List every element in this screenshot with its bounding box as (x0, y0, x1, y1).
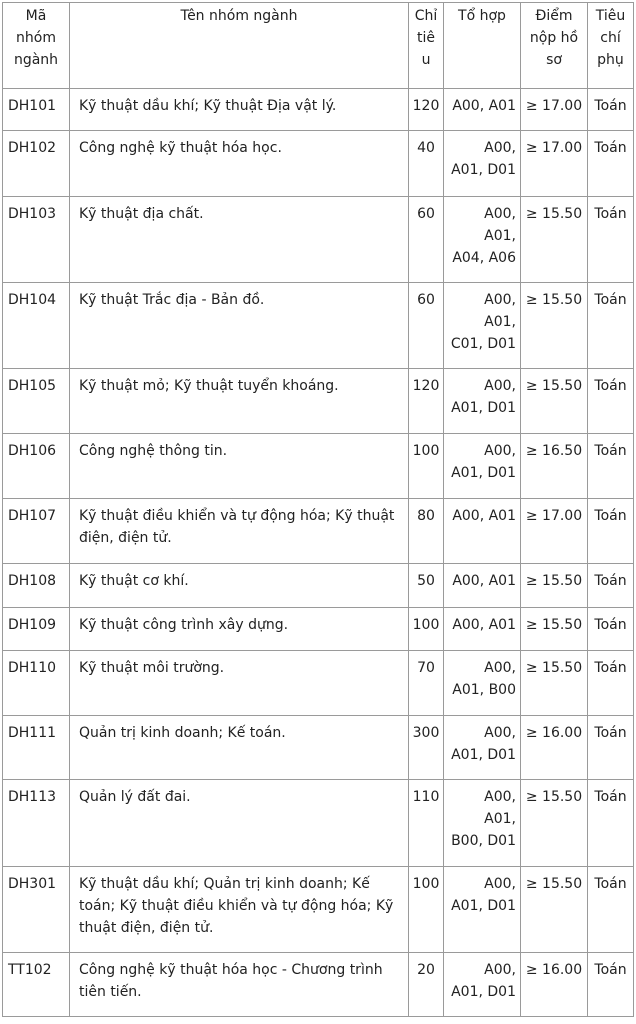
cell-code: DH102 (3, 131, 70, 197)
cell-quota: 20 (409, 953, 444, 1017)
cell-name: Công nghệ thông tin. (70, 434, 409, 499)
cell-combo: A00, A01, D01 (444, 867, 521, 953)
cell-quota: 60 (409, 197, 444, 283)
cell-combo: A00, A01, D01 (444, 369, 521, 434)
cell-quota: 120 (409, 369, 444, 434)
cell-code: DH111 (3, 716, 70, 780)
cell-quota: 100 (409, 608, 444, 651)
cell-name: Quản lý đất đai. (70, 780, 409, 867)
cell-score: ≥ 15.50 (521, 608, 588, 651)
cell-code: DH108 (3, 564, 70, 608)
cell-sub: Toán (588, 608, 634, 651)
cell-code: DH104 (3, 283, 70, 369)
table-row (3, 867, 634, 953)
header-combo: Tổ hợp (444, 3, 521, 89)
cell-code: DH113 (3, 780, 70, 867)
cell-sub: Toán (588, 499, 634, 564)
cell-score: ≥ 15.50 (521, 283, 588, 369)
cell-score: ≥ 15.50 (521, 369, 588, 434)
cell-score: ≥ 15.50 (521, 867, 588, 953)
cell-score: ≥ 15.50 (521, 651, 588, 716)
cell-quota: 40 (409, 131, 444, 197)
cell-name: Kỹ thuật dầu khí; Quản trị kinh doanh; Kế toán; Kỹ thuật điều khiển và tự động hóa; Kỹ thuật điện, điện tử. (70, 867, 409, 953)
cell-combo: A00, A01, D01 (444, 716, 521, 780)
table-row (3, 499, 634, 564)
cell-name: Kỹ thuật dầu khí; Kỹ thuật Địa vật lý. (70, 89, 409, 131)
cell-score: ≥ 16.00 (521, 953, 588, 1017)
cell-code: DH110 (3, 651, 70, 716)
cell-combo: A00, A01, B00 (444, 651, 521, 716)
cell-combo: A00, A01, D01 (444, 434, 521, 499)
cell-code: DH103 (3, 197, 70, 283)
cell-name: Kỹ thuật công trình xây dựng. (70, 608, 409, 651)
table-row (3, 131, 634, 197)
table-row (3, 953, 634, 1017)
cell-score: ≥ 16.50 (521, 434, 588, 499)
cell-sub: Toán (588, 780, 634, 867)
cell-combo: A00, A01 (444, 89, 521, 131)
cell-score: ≥ 17.00 (521, 89, 588, 131)
cell-quota: 60 (409, 283, 444, 369)
cell-sub: Toán (588, 131, 634, 197)
cell-name: Kỹ thuật mỏ; Kỹ thuật tuyển khoáng. (70, 369, 409, 434)
cell-score: ≥ 15.50 (521, 197, 588, 283)
table-row (3, 780, 634, 867)
cell-sub: Toán (588, 716, 634, 780)
cell-name: Công nghệ kỹ thuật hóa học. (70, 131, 409, 197)
cell-sub: Toán (588, 197, 634, 283)
cell-quota: 80 (409, 499, 444, 564)
cell-code: DH105 (3, 369, 70, 434)
table-row (3, 89, 634, 131)
cell-quota: 50 (409, 564, 444, 608)
admission-table (2, 2, 634, 1017)
cell-score: ≥ 16.00 (521, 716, 588, 780)
cell-code: DH301 (3, 867, 70, 953)
cell-name: Kỹ thuật cơ khí. (70, 564, 409, 608)
header-code: Mã nhóm ngành (3, 3, 70, 89)
header-quota: Chỉ tiêu (409, 3, 444, 89)
cell-combo: A00, A01, D01 (444, 131, 521, 197)
cell-quota: 300 (409, 716, 444, 780)
table-row (3, 434, 634, 499)
cell-code: DH106 (3, 434, 70, 499)
cell-name: Kỹ thuật môi trường. (70, 651, 409, 716)
table-row (3, 651, 634, 716)
table-row (3, 369, 634, 434)
cell-sub: Toán (588, 564, 634, 608)
cell-score: ≥ 15.50 (521, 780, 588, 867)
cell-quota: 100 (409, 867, 444, 953)
cell-code: DH107 (3, 499, 70, 564)
cell-combo: A00, A01 (444, 608, 521, 651)
cell-name: Kỹ thuật điều khiển và tự động hóa; Kỹ thuật điện, điện tử. (70, 499, 409, 564)
cell-score: ≥ 17.00 (521, 131, 588, 197)
cell-combo: A00, A01 (444, 564, 521, 608)
cell-name: Kỹ thuật địa chất. (70, 197, 409, 283)
cell-code: TT102 (3, 953, 70, 1017)
header-score: Điểm nộp hồ sơ (521, 3, 588, 89)
header-row (3, 3, 634, 89)
cell-sub: Toán (588, 867, 634, 953)
cell-combo: A00, A01, A04, A06 (444, 197, 521, 283)
cell-quota: 110 (409, 780, 444, 867)
cell-quota: 70 (409, 651, 444, 716)
cell-sub: Toán (588, 89, 634, 131)
cell-score: ≥ 15.50 (521, 564, 588, 608)
cell-code: DH109 (3, 608, 70, 651)
cell-quota: 100 (409, 434, 444, 499)
cell-sub: Toán (588, 953, 634, 1017)
cell-name: Kỹ thuật Trắc địa - Bản đồ. (70, 283, 409, 369)
cell-combo: A00, A01 (444, 499, 521, 564)
table-row (3, 716, 634, 780)
cell-code: DH101 (3, 89, 70, 131)
table-row (3, 197, 634, 283)
cell-quota: 120 (409, 89, 444, 131)
table-row (3, 608, 634, 651)
cell-sub: Toán (588, 651, 634, 716)
cell-name: Quản trị kinh doanh; Kế toán. (70, 716, 409, 780)
cell-sub: Toán (588, 369, 634, 434)
table-row (3, 283, 634, 369)
cell-sub: Toán (588, 434, 634, 499)
table-row (3, 564, 634, 608)
cell-combo: A00, A01, D01 (444, 953, 521, 1017)
cell-name: Công nghệ kỹ thuật hóa học - Chương trình tiên tiến. (70, 953, 409, 1017)
cell-combo: A00, A01, B00, D01 (444, 780, 521, 867)
header-name: Tên nhóm ngành (70, 3, 409, 89)
cell-sub: Toán (588, 283, 634, 369)
cell-combo: A00, A01, C01, D01 (444, 283, 521, 369)
header-sub: Tiêu chí phụ (588, 3, 634, 89)
table-body (3, 89, 634, 1017)
cell-score: ≥ 17.00 (521, 499, 588, 564)
